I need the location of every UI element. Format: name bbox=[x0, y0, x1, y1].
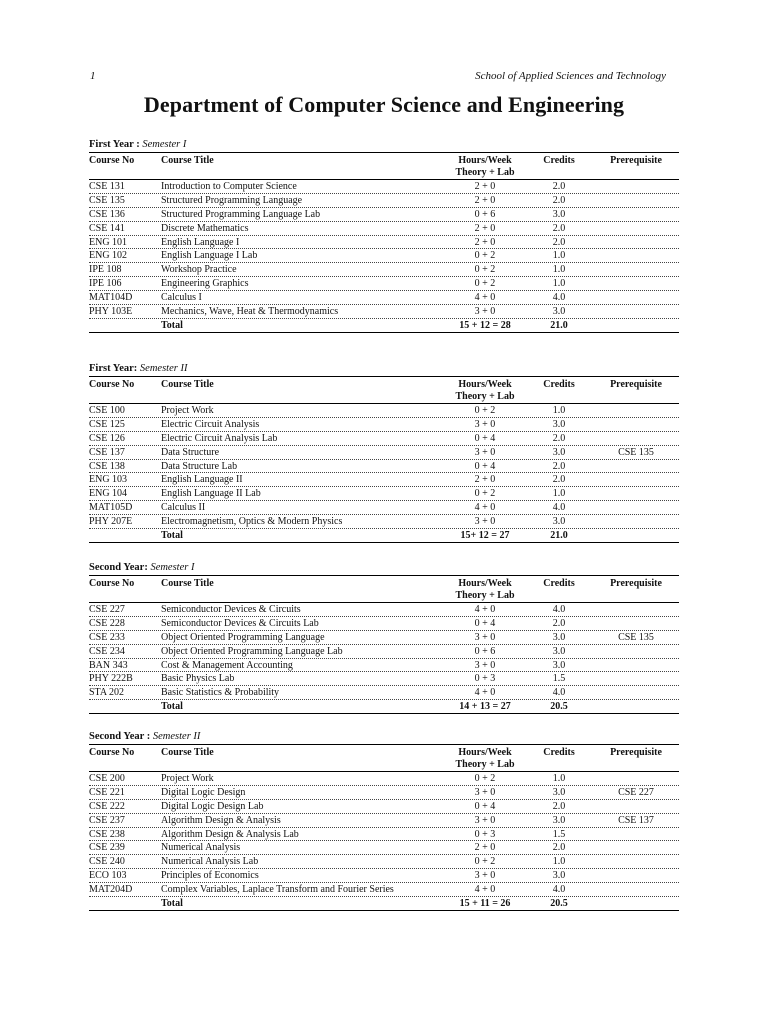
table-row bbox=[89, 659, 679, 673]
total-label: Total bbox=[161, 701, 183, 713]
header-hours-line1: Hours/Week bbox=[458, 379, 512, 390]
table-row bbox=[89, 305, 679, 319]
table-row bbox=[89, 194, 679, 208]
table-row bbox=[89, 418, 679, 432]
table-row bbox=[89, 446, 679, 460]
table-row bbox=[89, 617, 679, 631]
course-credits: 3.0 bbox=[552, 659, 566, 671]
course-credits: 2.0 bbox=[552, 842, 566, 854]
header-credits: Credits bbox=[543, 747, 575, 758]
course-hours: 0 + 4 bbox=[474, 432, 496, 444]
course-no: PHY 207E bbox=[89, 516, 133, 528]
course-no: MAT104D bbox=[89, 292, 133, 304]
total-row bbox=[89, 897, 679, 911]
course-hours: 0 + 2 bbox=[474, 856, 496, 868]
course-hours: 0 + 4 bbox=[474, 460, 496, 472]
total-label: Total bbox=[161, 898, 183, 910]
total-credits: 21.0 bbox=[550, 319, 568, 331]
section-heading bbox=[89, 138, 679, 152]
course-no: ENG 101 bbox=[89, 236, 128, 248]
table-row bbox=[89, 180, 679, 194]
header-course-no: Course No bbox=[89, 747, 135, 758]
semester-label: Semester I bbox=[142, 139, 187, 150]
course-hours: 3 + 0 bbox=[474, 870, 496, 882]
course-prerequisite: CSE 227 bbox=[618, 786, 654, 798]
table-row bbox=[89, 222, 679, 236]
year-label: First Year : bbox=[89, 139, 140, 150]
course-credits: 2.0 bbox=[552, 460, 566, 472]
course-no: CSE 222 bbox=[89, 800, 125, 812]
course-title: English Language I bbox=[161, 236, 240, 248]
table-header bbox=[89, 575, 679, 603]
section-heading bbox=[89, 730, 679, 744]
running-header: School of Applied Sciences and Technology bbox=[475, 70, 666, 82]
year-label: Second Year : bbox=[89, 731, 151, 742]
table-row bbox=[89, 645, 679, 659]
header-course-title: Course Title bbox=[161, 747, 214, 758]
page-title: Department of Computer Science and Engineering bbox=[143, 92, 625, 117]
course-credits: 4.0 bbox=[552, 687, 566, 699]
course-credits: 2.0 bbox=[552, 800, 566, 812]
course-title: Semiconductor Devices & Circuits Lab bbox=[161, 617, 319, 629]
table-row bbox=[89, 487, 679, 501]
course-credits: 2.0 bbox=[552, 617, 566, 629]
course-credits: 2.0 bbox=[552, 194, 566, 206]
course-no: IPE 106 bbox=[89, 278, 122, 290]
course-credits: 4.0 bbox=[552, 502, 566, 514]
course-no: CSE 135 bbox=[89, 194, 125, 206]
header-hours-line2: Theory + Lab bbox=[455, 590, 515, 601]
header-credits: Credits bbox=[543, 578, 575, 589]
table-row bbox=[89, 828, 679, 842]
course-hours: 2 + 0 bbox=[474, 474, 496, 486]
course-title: English Language I Lab bbox=[161, 250, 258, 262]
table-row bbox=[89, 786, 679, 800]
course-hours: 0 + 2 bbox=[474, 278, 496, 290]
course-credits: 2.0 bbox=[552, 474, 566, 486]
course-no: CSE 240 bbox=[89, 856, 125, 868]
course-credits: 3.0 bbox=[552, 814, 566, 826]
course-title: Engineering Graphics bbox=[161, 278, 249, 290]
header-course-no: Course No bbox=[89, 379, 135, 390]
year-label: Second Year: bbox=[89, 562, 148, 573]
course-hours: 0 + 2 bbox=[474, 250, 496, 262]
course-hours: 0 + 4 bbox=[474, 617, 496, 629]
course-prerequisite: CSE 137 bbox=[618, 814, 654, 826]
course-hours: 0 + 6 bbox=[474, 645, 496, 657]
table-row bbox=[89, 249, 679, 263]
course-credits: 3.0 bbox=[552, 446, 566, 458]
header-hours bbox=[441, 578, 529, 602]
course-title: Basic Physics Lab bbox=[161, 673, 235, 685]
total-credits: 21.0 bbox=[550, 530, 568, 542]
course-no: CSE 125 bbox=[89, 418, 125, 430]
course-hours: 2 + 0 bbox=[474, 194, 496, 206]
course-title: Project Work bbox=[161, 773, 214, 784]
table-row bbox=[89, 208, 679, 222]
total-hours: 14 + 13 = 27 bbox=[459, 701, 511, 713]
header-prerequisite: Prerequisite bbox=[610, 379, 662, 390]
table-row bbox=[89, 800, 679, 814]
course-hours: 4 + 0 bbox=[474, 292, 496, 304]
course-no: PHY 222B bbox=[89, 673, 133, 685]
course-title: Project Work bbox=[161, 405, 214, 416]
course-credits: 1.0 bbox=[552, 278, 566, 290]
course-title: English Language II Lab bbox=[161, 488, 261, 500]
course-hours: 2 + 0 bbox=[474, 236, 496, 248]
table-row bbox=[89, 460, 679, 474]
total-hours: 15+ 12 = 27 bbox=[460, 530, 510, 542]
course-no: CSE 200 bbox=[89, 773, 125, 784]
course-credits: 3.0 bbox=[552, 786, 566, 798]
semester-label: Semester II bbox=[139, 363, 188, 374]
course-no: CSE 141 bbox=[89, 222, 125, 234]
course-credits: 3.0 bbox=[552, 870, 566, 882]
course-title: Structured Programming Language bbox=[161, 194, 303, 206]
course-title: Discrete Mathematics bbox=[161, 222, 249, 234]
course-title: Basic Statistics & Probability bbox=[161, 687, 280, 699]
course-title: Introduction to Computer Science bbox=[161, 181, 297, 192]
course-hours: 2 + 0 bbox=[474, 181, 496, 192]
course-credits: 1.5 bbox=[552, 828, 566, 840]
course-no: MAT105D bbox=[89, 502, 133, 514]
table-header bbox=[89, 744, 679, 772]
table-row bbox=[89, 603, 679, 617]
course-credits: 4.0 bbox=[552, 292, 566, 304]
total-label: Total bbox=[161, 319, 183, 331]
course-title: Algorithm Design & Analysis Lab bbox=[161, 828, 299, 840]
course-hours: 0 + 4 bbox=[474, 800, 496, 812]
course-title: Complex Variables, Laplace Transform and Fourier Series bbox=[161, 884, 394, 896]
table-row bbox=[89, 686, 679, 700]
total-hours: 15 + 12 = 28 bbox=[459, 319, 511, 331]
course-credits: 4.0 bbox=[552, 604, 566, 615]
course-no: CSE 126 bbox=[89, 432, 125, 444]
course-title: Calculus I bbox=[161, 292, 202, 304]
course-no: CSE 100 bbox=[89, 405, 125, 416]
table-row bbox=[89, 404, 679, 418]
course-no: CSE 136 bbox=[89, 208, 125, 220]
table-row bbox=[89, 501, 679, 515]
section-heading bbox=[89, 362, 679, 376]
course-title: Mechanics, Wave, Heat & Thermodynamics bbox=[161, 306, 339, 318]
course-no: CSE 228 bbox=[89, 617, 125, 629]
course-hours: 0 + 2 bbox=[474, 488, 496, 500]
course-no: ENG 102 bbox=[89, 250, 128, 262]
course-hours: 4 + 0 bbox=[474, 687, 496, 699]
semester-table-4 bbox=[89, 730, 679, 911]
header-course-title: Course Title bbox=[161, 155, 214, 166]
course-hours: 3 + 0 bbox=[474, 446, 496, 458]
header-course-title: Course Title bbox=[161, 578, 214, 589]
table-header bbox=[89, 152, 679, 180]
table-header bbox=[89, 376, 679, 404]
header-course-no: Course No bbox=[89, 578, 135, 589]
course-credits: 3.0 bbox=[552, 516, 566, 528]
table-row bbox=[89, 672, 679, 686]
course-no: CSE 138 bbox=[89, 460, 125, 472]
table-row bbox=[89, 432, 679, 446]
course-title: Principles of Economics bbox=[161, 870, 259, 882]
course-hours: 2 + 0 bbox=[474, 222, 496, 234]
course-credits: 2.0 bbox=[552, 181, 566, 192]
header-hours-line2: Theory + Lab bbox=[455, 759, 515, 770]
course-hours: 3 + 0 bbox=[474, 631, 496, 643]
course-no: BAN 343 bbox=[89, 659, 128, 671]
course-no: ECO 103 bbox=[89, 870, 127, 882]
page-number: 1 bbox=[90, 70, 96, 82]
course-no: CSE 238 bbox=[89, 828, 125, 840]
course-hours: 0 + 2 bbox=[474, 405, 496, 416]
course-hours: 3 + 0 bbox=[474, 659, 496, 671]
course-credits: 3.0 bbox=[552, 645, 566, 657]
total-credits: 20.5 bbox=[550, 898, 568, 910]
total-row bbox=[89, 529, 679, 543]
header-course-no: Course No bbox=[89, 155, 135, 166]
table-row bbox=[89, 841, 679, 855]
semester-table-2 bbox=[89, 362, 679, 543]
course-prerequisite: CSE 135 bbox=[618, 631, 654, 643]
table-row bbox=[89, 855, 679, 869]
course-credits: 3.0 bbox=[552, 418, 566, 430]
semester-table-3 bbox=[89, 561, 679, 714]
table-row bbox=[89, 869, 679, 883]
course-title: Numerical Analysis Lab bbox=[161, 856, 259, 868]
header-hours bbox=[441, 155, 529, 179]
course-no: MAT204D bbox=[89, 884, 133, 896]
course-title: Electric Circuit Analysis bbox=[161, 418, 260, 430]
course-title: Object Oriented Programming Language bbox=[161, 631, 325, 643]
header-hours-line1: Hours/Week bbox=[458, 578, 512, 589]
course-hours: 4 + 0 bbox=[474, 604, 496, 615]
header-prerequisite: Prerequisite bbox=[610, 578, 662, 589]
course-no: CSE 221 bbox=[89, 786, 125, 798]
course-credits: 1.0 bbox=[552, 856, 566, 868]
course-title: Workshop Practice bbox=[161, 264, 237, 276]
total-credits: 20.5 bbox=[550, 701, 568, 713]
course-title: Electromagnetism, Optics & Modern Physics bbox=[161, 516, 343, 528]
header-course-title: Course Title bbox=[161, 379, 214, 390]
course-no: CSE 237 bbox=[89, 814, 125, 826]
course-no: CSE 233 bbox=[89, 631, 125, 643]
course-hours: 0 + 3 bbox=[474, 828, 496, 840]
course-credits: 4.0 bbox=[552, 884, 566, 896]
header-hours-line2: Theory + Lab bbox=[455, 391, 515, 402]
course-credits: 1.0 bbox=[552, 773, 566, 784]
header-hours-line1: Hours/Week bbox=[458, 747, 512, 758]
course-no: ENG 104 bbox=[89, 488, 128, 500]
header-hours-line1: Hours/Week bbox=[458, 155, 512, 166]
table-row bbox=[89, 263, 679, 277]
course-hours: 0 + 3 bbox=[474, 673, 496, 685]
course-hours: 0 + 6 bbox=[474, 208, 496, 220]
course-title: Numerical Analysis bbox=[161, 842, 241, 854]
header-hours bbox=[441, 379, 529, 403]
table-row bbox=[89, 291, 679, 305]
course-credits: 1.0 bbox=[552, 488, 566, 500]
course-credits: 2.0 bbox=[552, 236, 566, 248]
course-no: PHY 103E bbox=[89, 306, 133, 318]
table-row bbox=[89, 814, 679, 828]
course-title: Object Oriented Programming Language Lab bbox=[161, 645, 343, 657]
course-credits: 1.0 bbox=[552, 250, 566, 262]
course-credits: 1.5 bbox=[552, 673, 566, 685]
course-credits: 2.0 bbox=[552, 222, 566, 234]
course-title: English Language II bbox=[161, 474, 243, 486]
course-title: Semiconductor Devices & Circuits bbox=[161, 604, 301, 615]
course-no: ENG 103 bbox=[89, 474, 128, 486]
table-row bbox=[89, 236, 679, 250]
header-credits: Credits bbox=[543, 155, 575, 166]
total-label: Total bbox=[161, 530, 183, 542]
course-title: Data Structure bbox=[161, 446, 220, 458]
section-heading bbox=[89, 561, 679, 575]
course-credits: 3.0 bbox=[552, 631, 566, 643]
total-row bbox=[89, 319, 679, 333]
table-row bbox=[89, 631, 679, 645]
course-title: Electric Circuit Analysis Lab bbox=[161, 432, 278, 444]
table-row bbox=[89, 515, 679, 529]
course-hours: 4 + 0 bbox=[474, 502, 496, 514]
course-no: CSE 234 bbox=[89, 645, 125, 657]
course-no: IPE 108 bbox=[89, 264, 122, 276]
table-row bbox=[89, 883, 679, 897]
header-credits: Credits bbox=[543, 379, 575, 390]
course-credits: 1.0 bbox=[552, 264, 566, 276]
semester-label: Semester I bbox=[150, 562, 195, 573]
semester-table-1 bbox=[89, 138, 679, 333]
header-hours-line2: Theory + Lab bbox=[455, 167, 515, 178]
course-title: Data Structure Lab bbox=[161, 460, 238, 472]
course-title: Structured Programming Language Lab bbox=[161, 208, 321, 220]
course-hours: 4 + 0 bbox=[474, 884, 496, 896]
table-row bbox=[89, 473, 679, 487]
year-label: First Year: bbox=[89, 363, 138, 374]
course-hours: 3 + 0 bbox=[474, 786, 496, 798]
course-hours: 3 + 0 bbox=[474, 814, 496, 826]
total-row bbox=[89, 700, 679, 714]
course-credits: 1.0 bbox=[552, 405, 566, 416]
course-title: Calculus II bbox=[161, 502, 206, 514]
course-credits: 2.0 bbox=[552, 432, 566, 444]
course-hours: 0 + 2 bbox=[474, 773, 496, 784]
header-hours bbox=[441, 747, 529, 771]
course-title: Digital Logic Design bbox=[161, 786, 246, 798]
course-hours: 3 + 0 bbox=[474, 516, 496, 528]
total-hours: 15 + 11 = 26 bbox=[459, 898, 511, 910]
course-prerequisite: CSE 135 bbox=[618, 446, 654, 458]
course-hours: 3 + 0 bbox=[474, 306, 496, 318]
course-title: Algorithm Design & Analysis bbox=[161, 814, 281, 826]
course-credits: 3.0 bbox=[552, 208, 566, 220]
course-hours: 2 + 0 bbox=[474, 842, 496, 854]
semester-label: Semester II bbox=[152, 731, 201, 742]
course-no: CSE 239 bbox=[89, 842, 125, 854]
course-no: STA 202 bbox=[89, 687, 125, 699]
course-no: CSE 131 bbox=[89, 181, 125, 192]
course-credits: 3.0 bbox=[552, 306, 566, 318]
table-row bbox=[89, 772, 679, 786]
course-hours: 0 + 2 bbox=[474, 264, 496, 276]
course-title: Digital Logic Design Lab bbox=[161, 800, 264, 812]
table-row bbox=[89, 277, 679, 291]
course-title: Cost & Management Accounting bbox=[161, 659, 293, 671]
header-prerequisite: Prerequisite bbox=[610, 155, 662, 166]
course-no: CSE 137 bbox=[89, 446, 125, 458]
course-hours: 3 + 0 bbox=[474, 418, 496, 430]
course-no: CSE 227 bbox=[89, 604, 125, 615]
header-prerequisite: Prerequisite bbox=[610, 747, 662, 758]
